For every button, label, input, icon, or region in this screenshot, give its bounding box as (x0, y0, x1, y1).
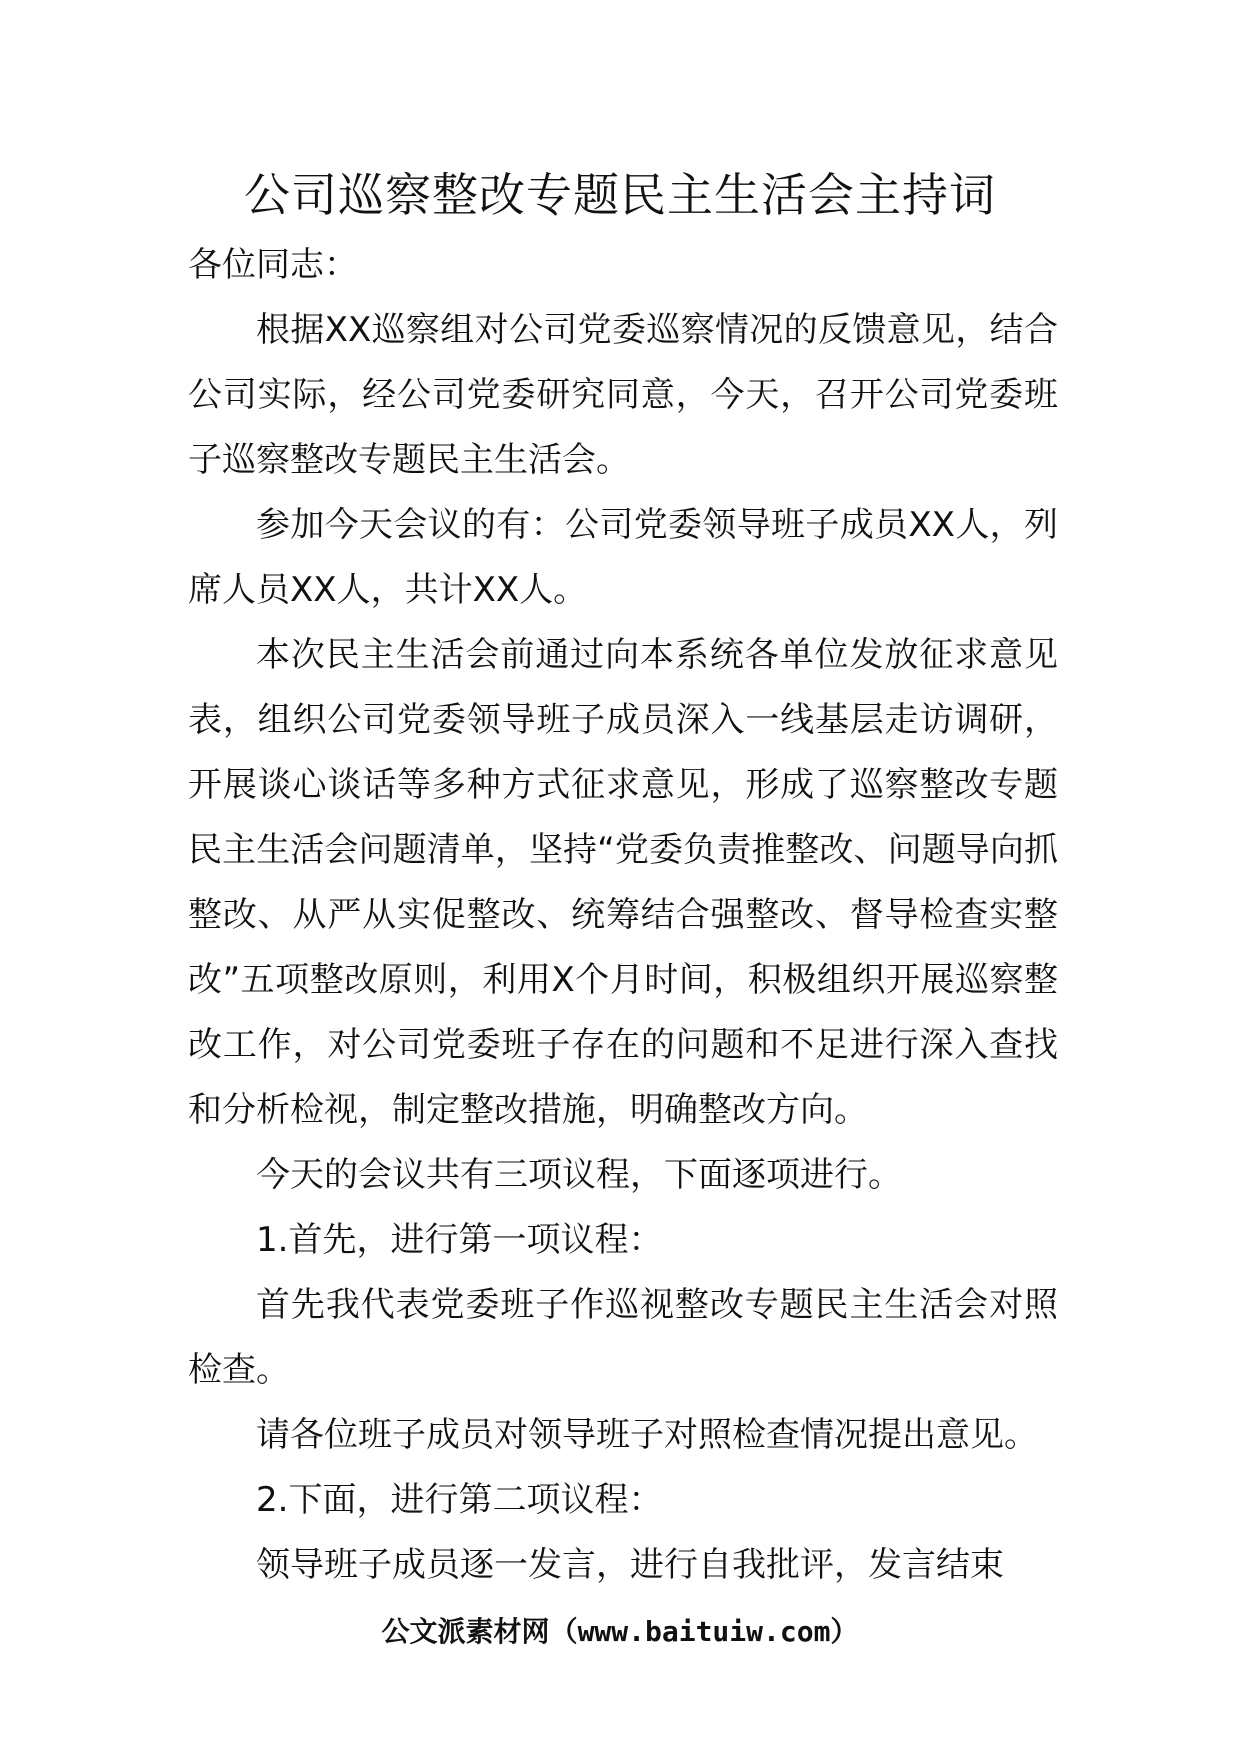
paragraph-attendees: 参加今天会议的有：公司党委领导班子成员XX人，列席人员XX人，共计XX人。 (188, 505, 1058, 610)
paragraph-self-check: 首先我代表党委班子作巡视整改专题民主生活会对照检查。 (188, 1285, 1058, 1390)
footer-url: （www.baituiw.com） (549, 1615, 859, 1648)
footer-watermark (0, 1612, 1240, 1652)
paragraph-opinions: 请各位班子成员对领导班子对照检查情况提出意见。 (256, 1415, 1038, 1455)
footer-site-name: 公文派素材网 (381, 1615, 550, 1648)
paragraph-speeches: 领导班子成员逐一发言，进行自我批评，发言结束 (256, 1545, 1004, 1585)
agenda-item-1: 1.首先，进行第一项议程： (256, 1220, 663, 1260)
agenda-item-2: 2.下面，进行第二项议程： (256, 1480, 663, 1520)
document-body (188, 233, 1058, 1598)
paragraph-basis: 根据XX巡察组对公司党委巡察情况的反馈意见，结合公司实际，经公司党委研究同意，今天，召开公司党委班子巡察整改专题民主生活会。 (188, 310, 1058, 480)
salutation: 各位同志： (188, 245, 358, 285)
paragraph-preparation: 本次民主生活会前通过向本系统各单位发放征求意见表，组织公司党委领导班子成员深入一线基层走访调研，开展谈心谈话等多种方式征求意见，形成了巡察整改专题民主生活会问题清单，坚持“党委负责推整改、问题导向抓整改、从严从实促整改、统筹结合强整改、督导检查实整改”五项整改原则，利用X个月时间，积极组织开展巡察整改工作，对公司党委班子存在的问题和不足进行深入查找和分析检视，制定整改措施，明确整改方向。 (188, 635, 1058, 1130)
paragraph-agenda-intro: 今天的会议共有三项议程，下面逐项进行。 (256, 1155, 902, 1195)
document-title: 公司巡察整改专题民主生活会主持词 (244, 168, 996, 222)
